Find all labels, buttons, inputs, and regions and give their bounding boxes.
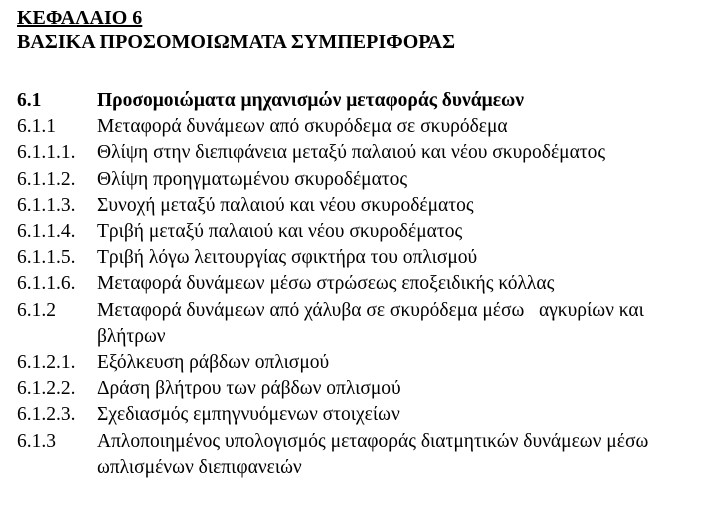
toc-entry bbox=[17, 298, 707, 350]
toc-entry-title: Δράση βλήτρου των ράβδων οπλισμού bbox=[97, 378, 401, 400]
toc-entry-number: 6.1.1 bbox=[17, 116, 56, 138]
toc-entry-number: 6.1.2.1. bbox=[17, 352, 76, 374]
chapter-label: ΚΕΦΑΛΑΙΟ 6 bbox=[17, 7, 143, 29]
toc-entry bbox=[17, 245, 707, 271]
toc-entry bbox=[17, 167, 707, 193]
table-of-contents bbox=[17, 88, 707, 481]
toc-entry bbox=[17, 350, 707, 376]
toc-entry bbox=[17, 429, 707, 481]
toc-entry-number: 6.1.1.6. bbox=[17, 273, 76, 295]
toc-entry-title: Τριβή μεταξύ παλαιού και νέου σκυροδέματος bbox=[97, 221, 463, 243]
toc-entry-number: 6.1.2.2. bbox=[17, 378, 76, 400]
toc-entry-title: Μεταφορά δυνάμεων από σκυρόδεμα σε σκυρόδεμα bbox=[97, 116, 508, 138]
toc-entry-number: 6.1 bbox=[17, 90, 42, 111]
toc-entry-title: Μεταφορά δυνάμεων μέσω στρώσεως εποξειδικής κόλλας bbox=[97, 273, 555, 295]
toc-entry-title: Προσομοιώματα μηχανισμών μεταφοράς δυνάμεων bbox=[97, 90, 525, 111]
toc-entry-title: Θλίψη προηγματωμένου σκυροδέματος bbox=[97, 168, 408, 190]
toc-entry-number: 6.1.1.1. bbox=[17, 142, 76, 164]
toc-entry-number: 6.1.1.5. bbox=[17, 247, 76, 269]
chapter-title: ΒΑΣΙΚΑ ΠΡΟΣΟΜΟΙΩΜΑΤΑ ΣΥΜΠΕΡΙΦΟΡΑΣ bbox=[17, 31, 456, 53]
toc-entry-number: 6.1.3 bbox=[17, 430, 56, 452]
toc-entry-number: 6.1.1.3. bbox=[17, 194, 76, 216]
toc-entry-number: 6.1.1.4. bbox=[17, 221, 76, 243]
toc-entry-number: 6.1.2.3. bbox=[17, 404, 76, 426]
toc-entry bbox=[17, 88, 707, 114]
toc-entry bbox=[17, 376, 707, 402]
toc-entry-title: Συνοχή μεταξύ παλαιού και νέου σκυροδέματος bbox=[97, 194, 474, 216]
toc-entry-title: Θλίψη στην διεπιφάνεια μεταξύ παλαιού και νέου σκυροδέματος bbox=[97, 142, 606, 164]
toc-entry-title: Εξόλκευση ράβδων οπλισμού bbox=[97, 352, 330, 374]
toc-entry-number: 6.1.1.2. bbox=[17, 168, 76, 190]
toc-entry-title: Απλοποιημένος υπολογισμός μεταφοράς διατμητικών δυνάμεων μέσω ωπλισμένων διεπιφανειών bbox=[97, 430, 654, 478]
toc-entry-number: 6.1.2 bbox=[17, 299, 56, 321]
toc-entry bbox=[17, 219, 707, 245]
toc-entry bbox=[17, 402, 707, 428]
document-page bbox=[17, 6, 707, 481]
toc-entry bbox=[17, 114, 707, 140]
toc-entry-title: Σχεδιασμός εμπηγνυόμενων στοιχείων bbox=[97, 404, 400, 426]
toc-entry bbox=[17, 271, 707, 297]
toc-entry-title: Τριβή λόγω λειτουργίας σφικτήρα του οπλισμού bbox=[97, 247, 478, 269]
toc-entry-title: Μεταφορά δυνάμεων από χάλυβα σε σκυρόδεμα μέσω αγκυρίων και βλήτρων bbox=[97, 299, 649, 347]
toc-entry bbox=[17, 193, 707, 219]
toc-entry bbox=[17, 140, 707, 166]
